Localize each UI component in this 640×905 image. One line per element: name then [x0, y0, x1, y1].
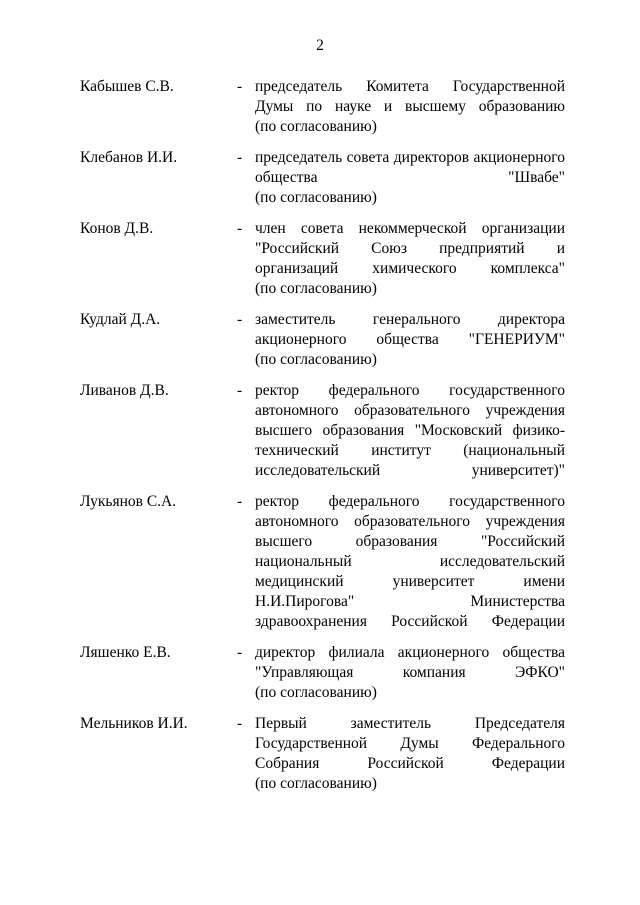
dash-separator: - [237, 311, 243, 328]
member-name: Клебанов И.И. [80, 149, 178, 166]
member-position-block [255, 77, 565, 137]
member-position: член совета некоммерческой организации "Российский Союз предприятий и организаций химического комплекса" [255, 220, 565, 277]
members-list [80, 77, 565, 794]
approval-note: (по согласованию) [255, 189, 377, 206]
dash-separator: - [237, 644, 243, 661]
member-row [80, 492, 565, 632]
approval-note: (по согласованию) [255, 280, 377, 297]
member-position-block [255, 219, 565, 299]
member-position-block [255, 643, 565, 703]
member-name: Кудлай Д.А. [80, 311, 161, 328]
member-name: Ливанов Д.В. [80, 382, 169, 399]
member-name: Ляшенко Е.В. [80, 644, 171, 661]
member-position: ректор федерального государственного автономного образовательного учреждения высшего образования "Российский национальный исследовательский медицинский университет имени Н.И.Пирогова" Министерства здравоохранения Российской Федерации [255, 493, 565, 630]
member-row [80, 148, 565, 208]
member-position: председатель совета директоров акционерного общества "Швабе" [255, 149, 565, 186]
member-name: Конов Д.В. [80, 220, 154, 237]
member-position-block [255, 148, 565, 208]
dash-separator: - [237, 78, 243, 95]
member-position: заместитель генерального директора акционерного общества "ГЕНЕРИУМ" [255, 311, 565, 348]
dash-separator: - [237, 220, 243, 237]
approval-note: (по согласованию) [255, 684, 377, 701]
member-row [80, 714, 565, 794]
approval-note: (по согласованию) [255, 775, 377, 792]
member-position: Первый заместитель Председателя Государственной Думы Федерального Собрания Российской Федерации [255, 715, 565, 772]
member-name: Лукьянов С.А. [80, 493, 177, 510]
member-row [80, 643, 565, 703]
approval-note: (по согласованию) [255, 351, 377, 368]
member-position: председатель Комитета Государственной Думы по науке и высшему образованию [255, 78, 565, 115]
member-position: директор филиала акционерного общества "Управляющая компания ЭФКО" [255, 644, 565, 681]
member-position-block [255, 714, 565, 794]
member-position-block [255, 492, 565, 632]
member-position-block [255, 310, 565, 370]
member-row [80, 219, 565, 299]
dash-separator: - [237, 149, 243, 166]
member-name: Мельников И.И. [80, 715, 188, 732]
dash-separator: - [237, 493, 243, 510]
page-number: 2 [316, 37, 324, 54]
dash-separator: - [237, 715, 243, 732]
member-position: ректор федерального государственного автономного образовательного учреждения высшего образования "Московский физико-технический институт (национальный исследовательский университет)" [255, 382, 565, 479]
member-name: Кабышев С.В. [80, 78, 174, 95]
member-row [80, 77, 565, 137]
member-position-block [255, 381, 565, 481]
dash-separator: - [237, 382, 243, 399]
member-row [80, 381, 565, 481]
approval-note: (по согласованию) [255, 118, 377, 135]
member-row [80, 310, 565, 370]
